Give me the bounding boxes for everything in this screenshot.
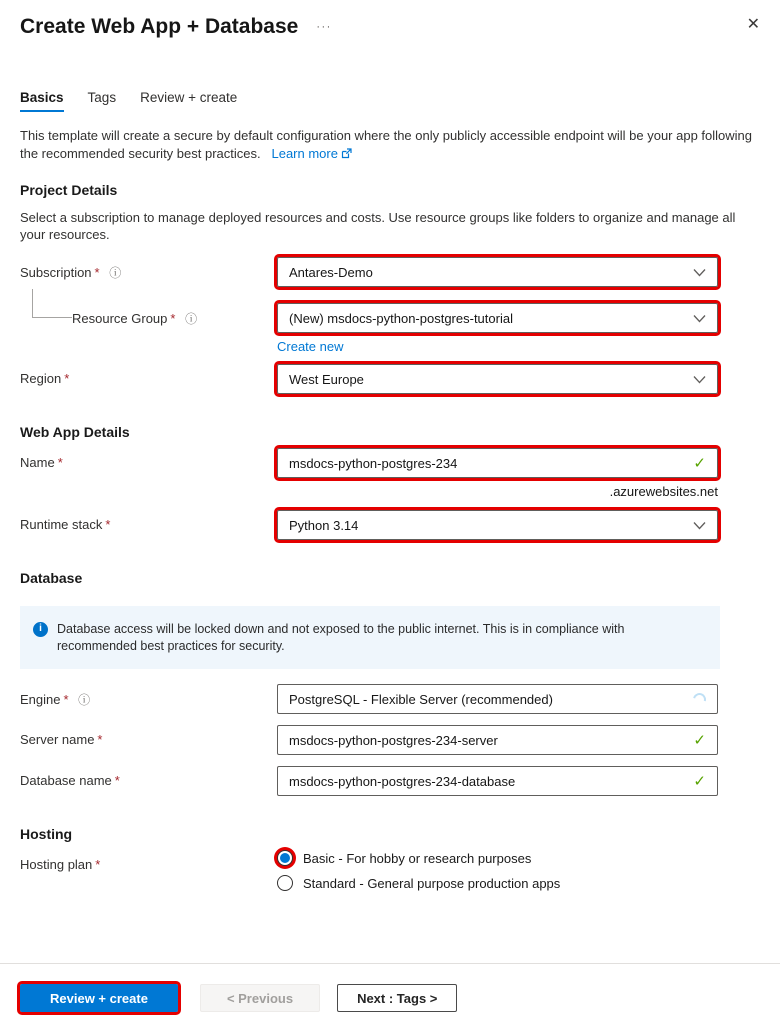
runtime-stack-value: Python 3.14 bbox=[289, 517, 359, 533]
chevron-down-icon bbox=[693, 314, 706, 323]
name-label bbox=[20, 448, 277, 470]
region-row bbox=[20, 364, 760, 394]
engine-input[interactable] bbox=[277, 684, 718, 714]
subscription-dropdown[interactable] bbox=[277, 257, 718, 287]
tab-tags[interactable]: Tags bbox=[87, 90, 117, 105]
required-marker: * bbox=[97, 732, 103, 747]
close-icon[interactable]: ✕ bbox=[746, 16, 760, 33]
tab-basics[interactable]: Basics bbox=[20, 90, 64, 112]
project-details-heading: Project Details bbox=[20, 182, 118, 198]
more-options-icon[interactable]: ··· bbox=[316, 21, 332, 33]
required-marker: * bbox=[114, 773, 120, 788]
chevron-down-icon bbox=[693, 375, 706, 384]
intro-description: This template will create a secure by default configuration where the only publicly accessible endpoint will be your app following the recommended security best practices. bbox=[20, 128, 753, 161]
external-link-icon bbox=[341, 146, 352, 164]
region-label bbox=[20, 364, 277, 386]
database-name-value: msdocs-python-postgres-234-database bbox=[289, 773, 516, 789]
subscription-label-text: Subscription bbox=[20, 265, 92, 280]
project-details-description: Select a subscription to manage deployed resources and costs. Use resource groups like folders to organize and manage all your resources. bbox=[20, 210, 736, 242]
subscription-value: Antares-Demo bbox=[289, 264, 373, 280]
loading-spinner-icon bbox=[693, 693, 706, 706]
database-name-label bbox=[20, 766, 277, 788]
valid-check-icon: ✓ bbox=[693, 454, 706, 472]
page-title: Create Web App + Database bbox=[20, 15, 299, 38]
database-heading: Database bbox=[20, 570, 83, 586]
name-label-text: Name bbox=[20, 455, 55, 470]
radio-unselected-icon[interactable] bbox=[277, 875, 293, 891]
runtime-stack-row bbox=[20, 510, 760, 540]
subscription-row bbox=[20, 257, 760, 287]
required-marker: * bbox=[57, 455, 63, 470]
required-marker: * bbox=[63, 692, 69, 707]
server-name-input[interactable] bbox=[277, 725, 718, 755]
radio-selected-icon[interactable] bbox=[277, 850, 293, 866]
hosting-plan-basic-label: Basic - For hobby or research purposes bbox=[303, 850, 532, 866]
server-name-row bbox=[20, 725, 760, 755]
info-icon[interactable]: ⓘ bbox=[185, 312, 198, 326]
database-name-label-text: Database name bbox=[20, 773, 112, 788]
hosting-plan-option-standard[interactable] bbox=[277, 875, 718, 891]
create-new-link[interactable]: Create new bbox=[277, 339, 344, 354]
resource-group-row bbox=[20, 303, 760, 356]
runtime-stack-dropdown[interactable] bbox=[277, 510, 718, 540]
review-create-button[interactable]: Review + create bbox=[20, 984, 178, 1012]
hosting-plan-label bbox=[20, 850, 277, 872]
info-filled-icon: i bbox=[33, 622, 48, 637]
previous-button[interactable]: < Previous bbox=[200, 984, 320, 1012]
hosting-plan-option-basic[interactable] bbox=[277, 850, 718, 866]
name-input[interactable] bbox=[277, 448, 718, 478]
chevron-down-icon bbox=[693, 521, 706, 530]
learn-more-link[interactable] bbox=[271, 146, 351, 161]
info-banner-text: Database access will be locked down and not exposed to the public internet. This is in compliance with recommended best practices for security. bbox=[57, 622, 625, 653]
engine-row bbox=[20, 684, 760, 714]
subscription-label bbox=[20, 257, 277, 281]
server-name-label bbox=[20, 725, 277, 747]
learn-more-label: Learn more bbox=[271, 145, 338, 161]
info-icon[interactable]: ⓘ bbox=[78, 693, 91, 707]
domain-suffix: .azurewebsites.net bbox=[609, 484, 718, 499]
next-tags-button[interactable]: Next : Tags > bbox=[337, 984, 457, 1012]
required-marker: * bbox=[94, 265, 100, 280]
tab-review-create[interactable]: Review + create bbox=[140, 90, 238, 105]
region-value: West Europe bbox=[289, 371, 364, 387]
runtime-stack-label-text: Runtime stack bbox=[20, 517, 103, 532]
required-marker: * bbox=[170, 311, 176, 326]
resource-group-dropdown[interactable] bbox=[277, 303, 718, 333]
engine-value: PostgreSQL - Flexible Server (recommended) bbox=[289, 691, 553, 707]
server-name-label-text: Server name bbox=[20, 732, 95, 747]
region-dropdown[interactable] bbox=[277, 364, 718, 394]
required-marker: * bbox=[95, 857, 101, 872]
engine-label bbox=[20, 684, 277, 708]
blade-footer bbox=[0, 963, 780, 1032]
tree-connector-line bbox=[32, 289, 72, 318]
web-app-details-heading: Web App Details bbox=[20, 424, 130, 440]
hosting-heading: Hosting bbox=[20, 826, 73, 842]
database-name-input[interactable] bbox=[277, 766, 718, 796]
name-value: msdocs-python-postgres-234 bbox=[289, 455, 458, 471]
chevron-down-icon bbox=[693, 268, 706, 277]
runtime-stack-label bbox=[20, 510, 277, 532]
valid-check-icon: ✓ bbox=[693, 731, 706, 749]
engine-label-text: Engine bbox=[20, 692, 61, 707]
valid-check-icon: ✓ bbox=[693, 772, 706, 790]
blade-header bbox=[20, 14, 760, 40]
database-name-row bbox=[20, 766, 760, 796]
required-marker: * bbox=[105, 517, 111, 532]
info-banner bbox=[20, 606, 720, 669]
region-label-text: Region bbox=[20, 371, 62, 386]
required-marker: * bbox=[64, 371, 70, 386]
tab-bar bbox=[20, 90, 760, 112]
resource-group-value: (New) msdocs-python-postgres-tutorial bbox=[289, 310, 513, 326]
name-row bbox=[20, 448, 760, 499]
info-icon[interactable]: ⓘ bbox=[109, 266, 122, 280]
intro-text bbox=[20, 127, 756, 163]
resource-group-label-text: Resource Group bbox=[72, 311, 168, 326]
server-name-value: msdocs-python-postgres-234-server bbox=[289, 732, 498, 748]
hosting-plan-label-text: Hosting plan bbox=[20, 857, 93, 872]
hosting-plan-standard-label: Standard - General purpose production apps bbox=[303, 875, 561, 891]
hosting-plan-row bbox=[20, 850, 760, 891]
